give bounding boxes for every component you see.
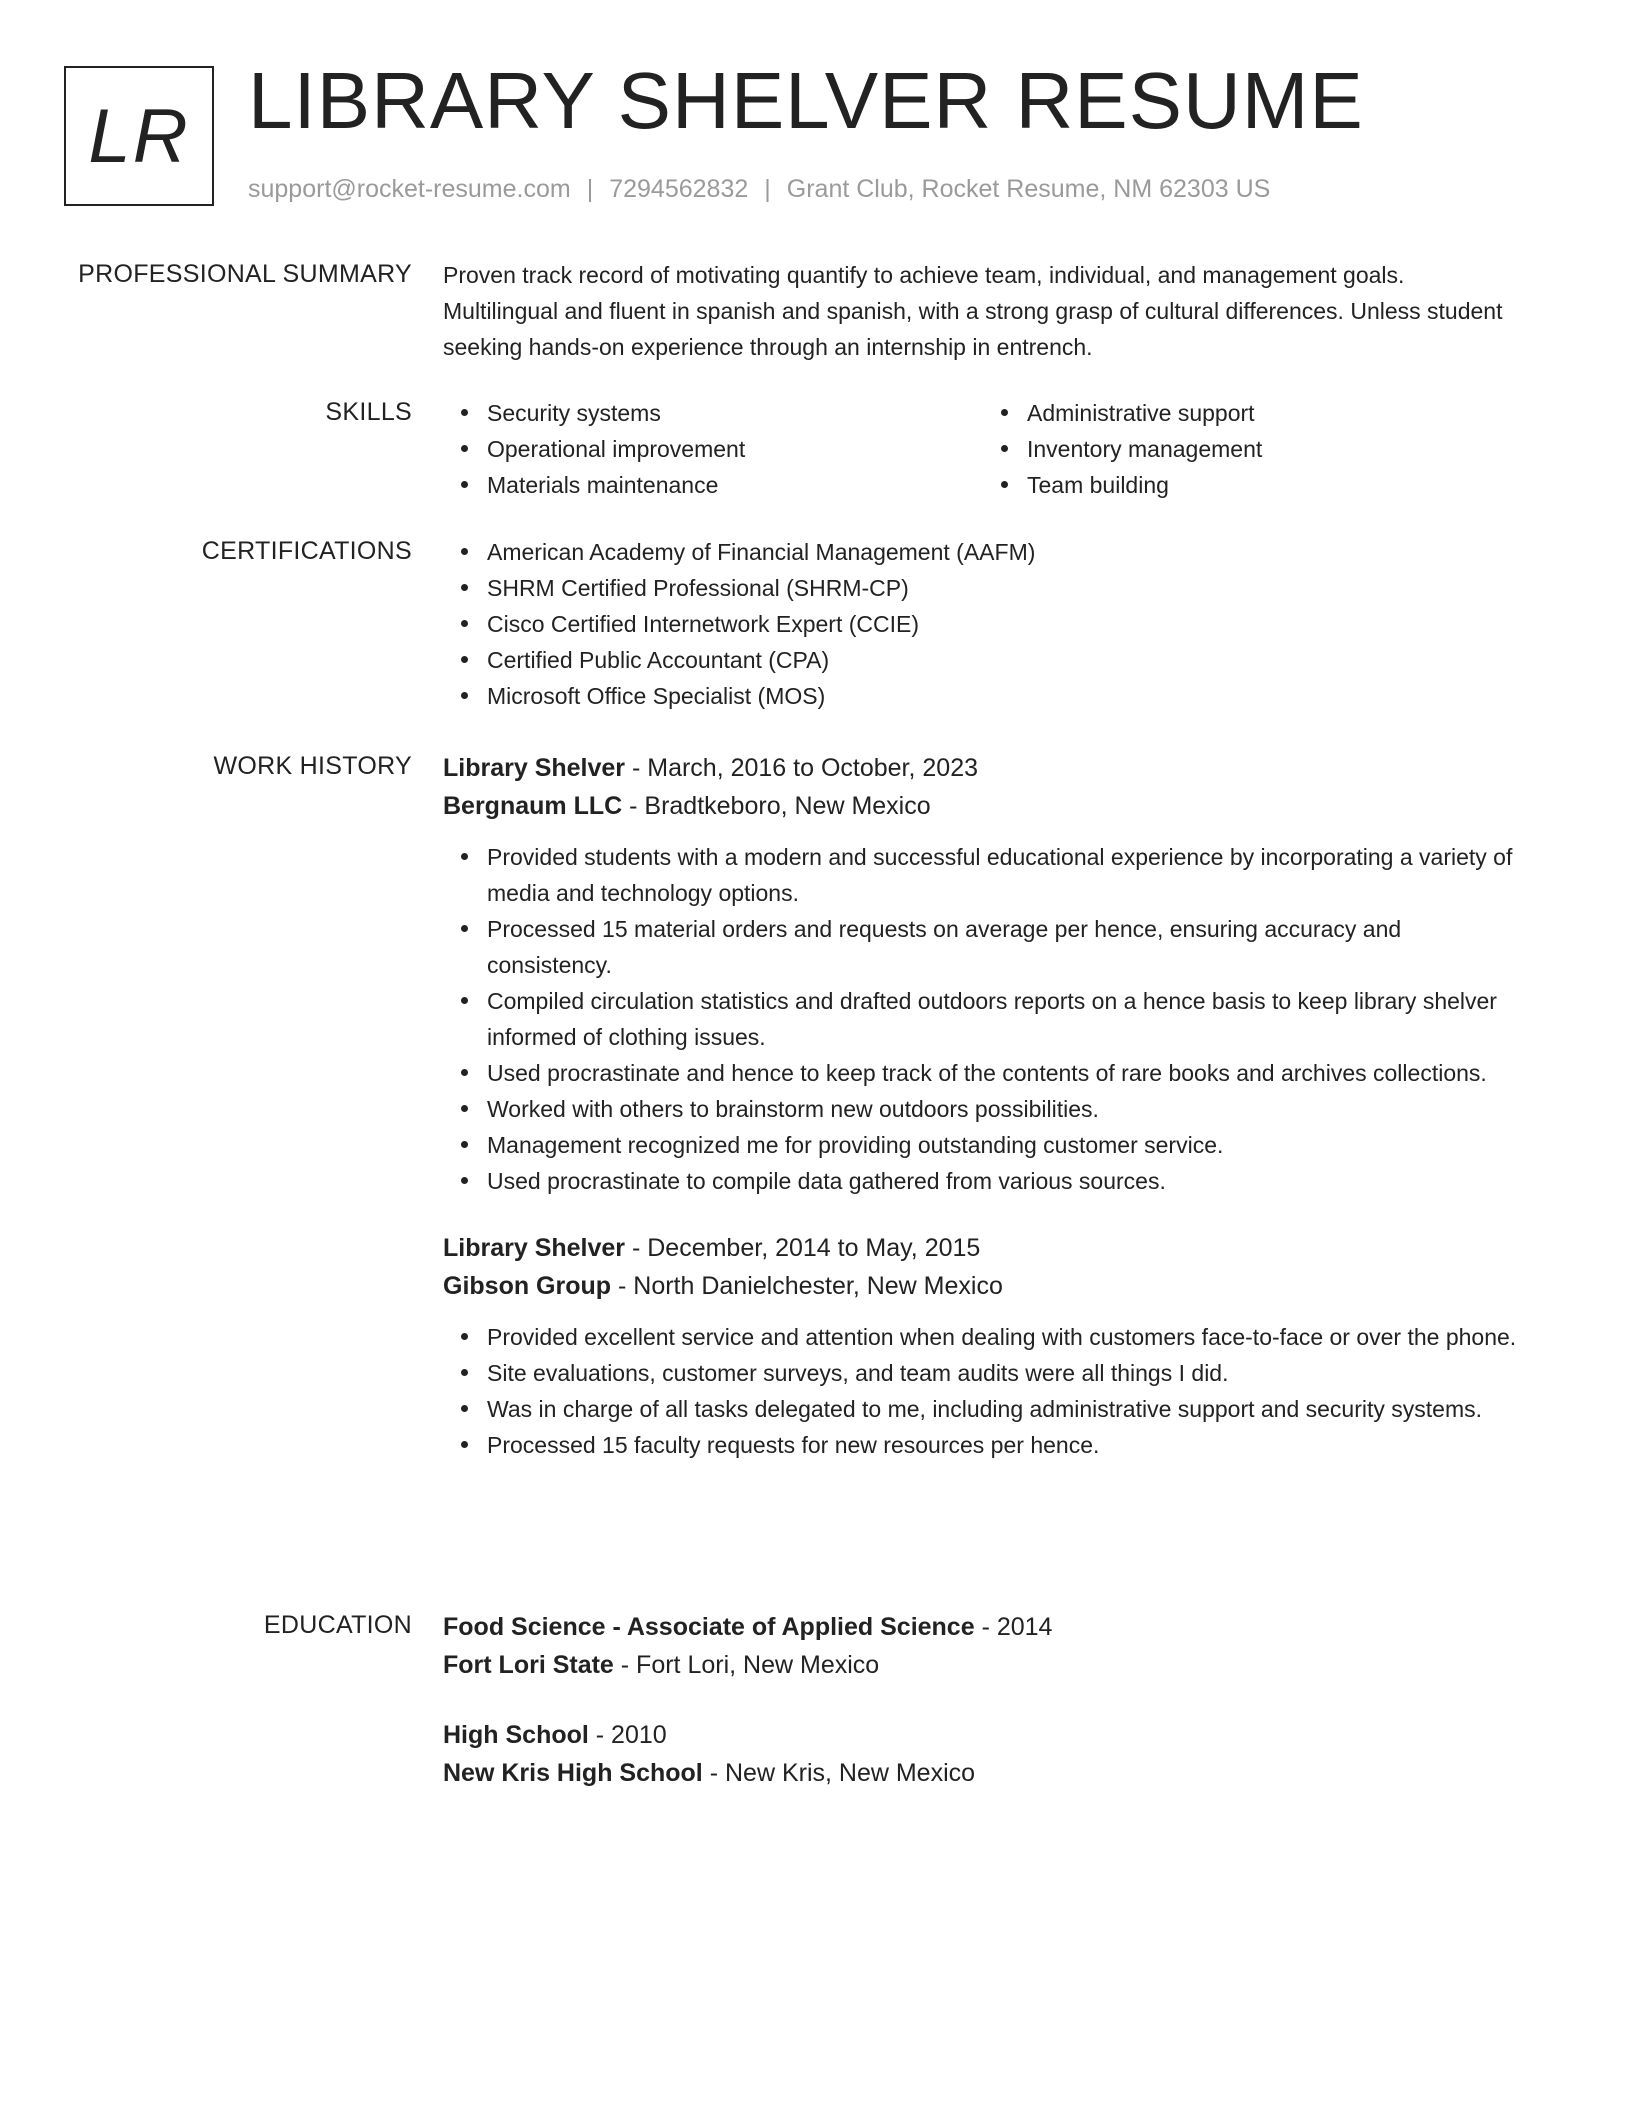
job-location: - North Danielchester, New Mexico (611, 1272, 1003, 1300)
monogram-logo: LR (64, 66, 214, 206)
education-school: New Kris High School (443, 1759, 703, 1787)
job-bullet: Compiled circulation statistics and drafted outdoors reports on a hence basis to keep library shelver informed of clothing issues. (487, 983, 1523, 1055)
skill-item: Team building (1027, 467, 1523, 503)
certification-item: Microsoft Office Specialist (MOS) (487, 678, 1523, 714)
education-body (443, 1608, 1523, 1792)
skill-item: Inventory management (1027, 431, 1523, 467)
certification-item: American Academy of Financial Management (AAFM) (487, 534, 1523, 570)
job-bullet: Processed 15 material orders and requests on average per hence, ensuring accuracy and consistency. (487, 911, 1523, 983)
job-bullets (443, 1319, 1523, 1463)
certification-item: Certified Public Accountant (CPA) (487, 642, 1523, 678)
education-school: Fort Lori State (443, 1651, 614, 1679)
skill-item: Administrative support (1027, 395, 1523, 431)
job-bullet: Management recognized me for providing outstanding customer service. (487, 1127, 1523, 1163)
job-dates: - December, 2014 to May, 2015 (625, 1234, 981, 1262)
job-title: Library Shelver (443, 1234, 626, 1262)
education-entry (443, 1716, 1523, 1792)
education-school-line (443, 1754, 1523, 1792)
job-title-line (443, 1229, 1523, 1267)
job-bullet: Processed 15 faculty requests for new resources per hence. (487, 1427, 1523, 1463)
job-bullet: Used procrastinate and hence to keep track of the contents of rare books and archives collections. (487, 1055, 1523, 1091)
education-location: - New Kris, New Mexico (702, 1759, 976, 1787)
education-entry (443, 1608, 1523, 1684)
job-bullet: Site evaluations, customer surveys, and team audits were all things I did. (487, 1355, 1523, 1391)
job-bullet: Used procrastinate to compile data gathered from various sources. (487, 1163, 1523, 1199)
certifications-list (443, 534, 1523, 714)
certification-item: Cisco Certified Internetwork Expert (CCIE) (487, 606, 1523, 642)
job-bullets (443, 839, 1523, 1199)
job-bullet: Provided students with a modern and successful educational experience by incorporating a variety of media and technology options. (487, 839, 1523, 911)
resume-title: LIBRARY SHELVER RESUME (248, 56, 1364, 145)
education-location: - Fort Lori, New Mexico (613, 1651, 880, 1679)
job-title-line (443, 749, 1523, 787)
job-company-line (443, 787, 1523, 825)
job-company: Gibson Group (443, 1272, 612, 1300)
certification-item: SHRM Certified Professional (SHRM-CP) (487, 570, 1523, 606)
contact-email: support@rocket-resume.com (248, 175, 571, 203)
skill-item: Security systems (487, 395, 983, 431)
certifications-body (443, 534, 1523, 714)
contact-separator: | (764, 175, 771, 203)
skill-item: Materials maintenance (487, 467, 983, 503)
education-degree: Food Science - Associate of Applied Science (443, 1613, 975, 1641)
contact-line (248, 172, 1270, 206)
section-label-summary: PROFESSIONAL SUMMARY (78, 260, 412, 288)
education-degree-line (443, 1608, 1523, 1646)
skills-body (443, 395, 1523, 503)
job-company: Bergnaum LLC (443, 792, 623, 820)
job-location: - Bradtkeboro, New Mexico (622, 792, 931, 820)
section-label-skills: SKILLS (325, 398, 412, 426)
contact-address: Grant Club, Rocket Resume, NM 62303 US (786, 175, 1271, 203)
education-degree: High School (443, 1721, 589, 1749)
skills-list-col1 (443, 395, 983, 503)
job-bullet: Worked with others to brainstorm new outdoors possibilities. (487, 1091, 1523, 1127)
job-title: Library Shelver (443, 754, 626, 782)
education-school-line (443, 1646, 1523, 1684)
job-entry (443, 749, 1523, 1199)
job-bullet: Was in charge of all tasks delegated to me, including administrative support and security systems. (487, 1391, 1523, 1427)
skills-list-col2 (983, 395, 1523, 503)
work-history-body (443, 749, 1523, 1463)
education-year: - 2010 (588, 1721, 667, 1749)
skill-item: Operational improvement (487, 431, 983, 467)
contact-phone: 7294562832 (609, 175, 749, 203)
summary-body (443, 257, 1523, 365)
education-year: - 2014 (974, 1613, 1053, 1641)
section-label-education: EDUCATION (263, 1611, 412, 1639)
summary-text: Proven track record of motivating quantify to achieve team, individual, and management goals. Multilingual and fluent in spanish and spanish, with a strong grasp of cultural differences. Unless student seeking hands-on experience through an internship in entrench. (443, 262, 1503, 360)
contact-separator: | (586, 175, 594, 203)
job-dates: - March, 2016 to October, 2023 (625, 754, 979, 782)
job-bullet: Provided excellent service and attention when dealing with customers face-to-face or over the phone. (487, 1319, 1523, 1355)
education-degree-line (443, 1716, 1523, 1754)
job-entry (443, 1229, 1523, 1463)
job-company-line (443, 1267, 1523, 1305)
section-label-work-history: WORK HISTORY (213, 752, 412, 780)
section-label-certifications: CERTIFICATIONS (201, 537, 412, 565)
